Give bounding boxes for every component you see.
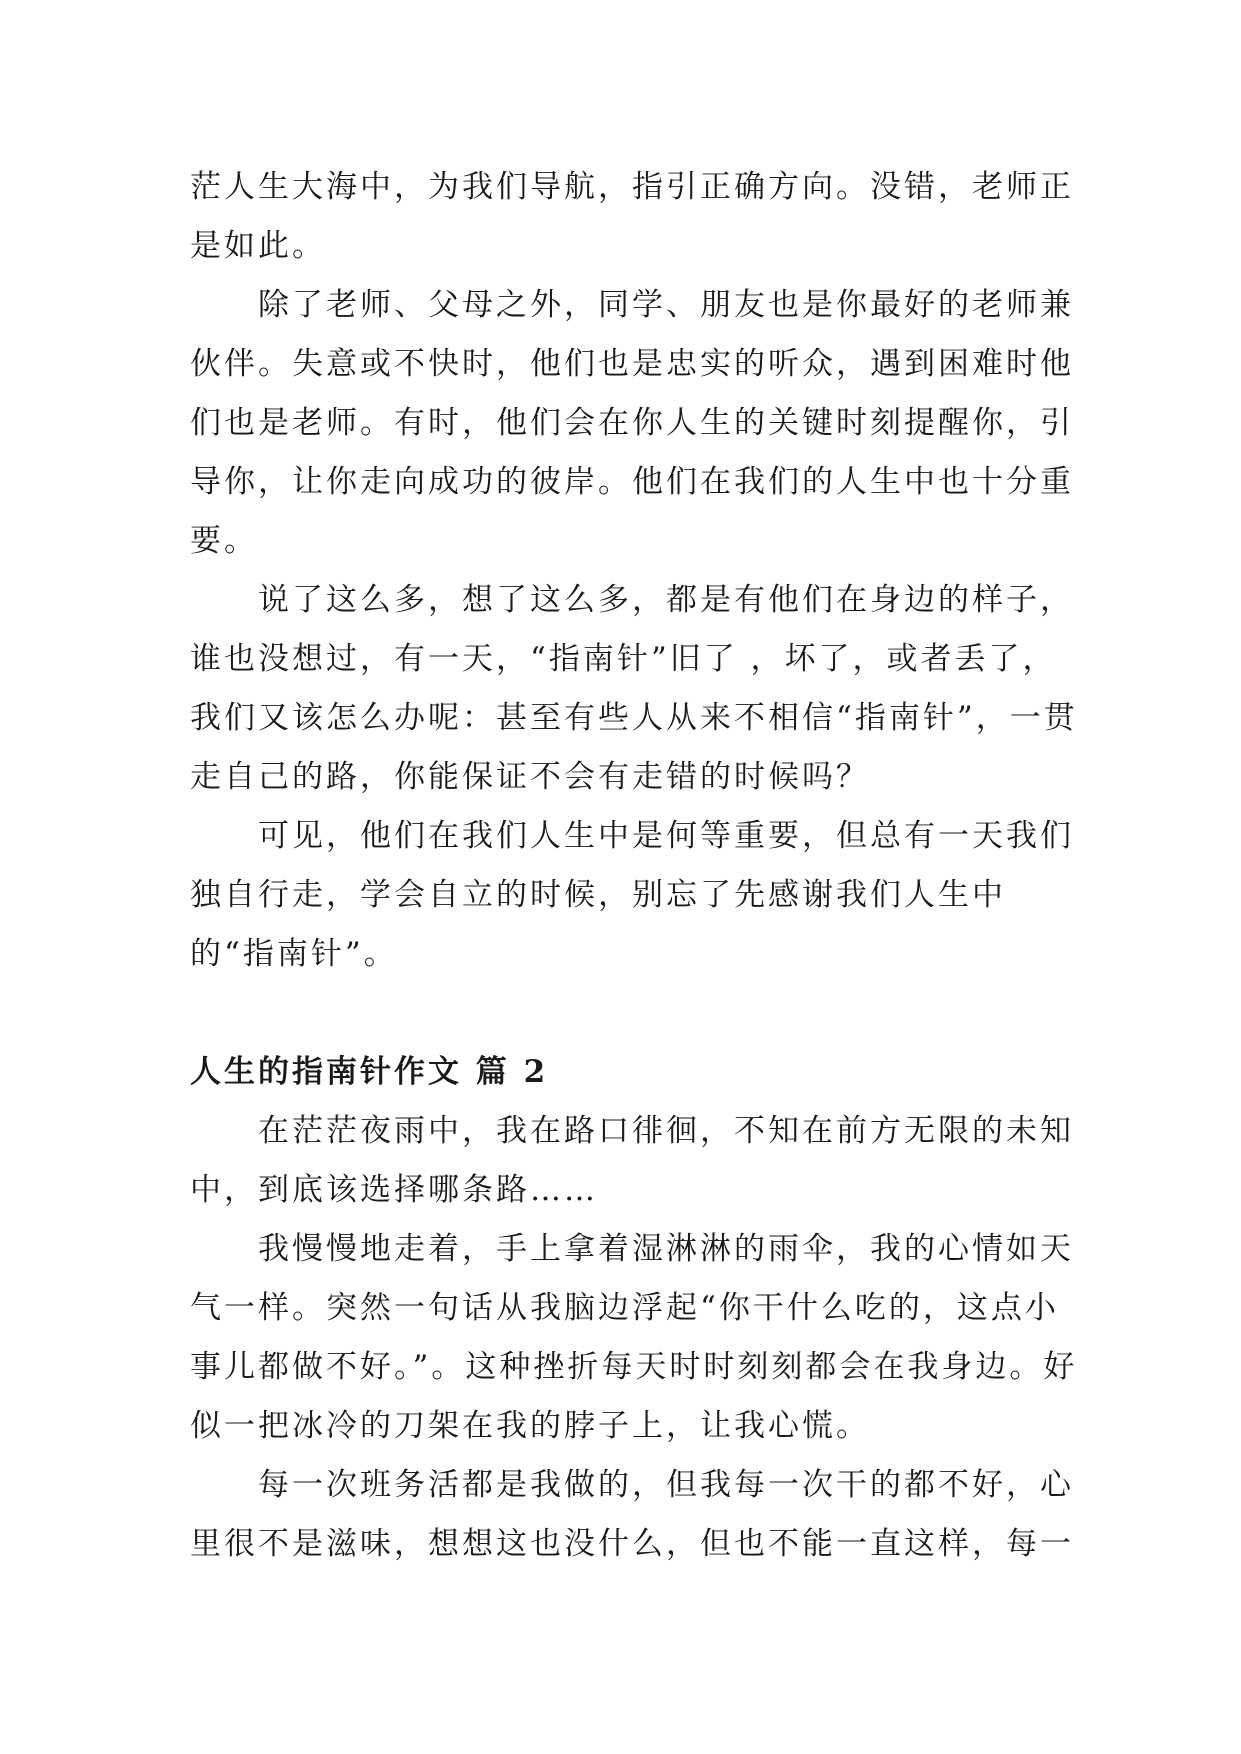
paragraph-4: 可见，他们在我们人生中是何等重要，但总有一天我们独自行走，学会自立的时候，别忘了先感谢我们人生中的“指南针”。 (190, 818, 1074, 972)
paragraph-3: 说了这么多，想了这么多，都是有他们在身边的样子，谁也没想过，有一天，“指南针”旧了 ，坏了，或者丢了，我们又该怎么办呢：甚至有些人从来不相信“指南针”，一贯走自己的路，你能保证不会有走错的时候吗？ (190, 582, 1078, 795)
paragraph-2: 除了老师、父母之外，同学、朋友也是你最好的老师兼伙伴。失意或不快时，他们也是忠实的听众，遇到困难时他们也是老师。有时，他们会在你人生的关键时刻提醒你，引导你，让你走向成功的彼岸。他们在我们的人生中也十分重要。 (190, 287, 1074, 559)
paragraph-6: 我慢慢地走着，手上拿着湿淋淋的雨伞，我的心情如天气一样。突然一句话从我脑边浮起“你干什么吃的，这点小事儿都做不好。”。这种挫折每天时时刻刻都会在我身边。好似一把冰冷的刀架在我的脖子上，让我心慌。 (190, 1231, 1078, 1444)
document-body (190, 158, 1080, 1574)
paragraph-5: 在茫茫夜雨中，我在路口徘徊，不知在前方无限的未知中，到底该选择哪条路…… (190, 1113, 1074, 1208)
section-spacer (190, 984, 1080, 1043)
paragraph-1: 茫人生大海中，为我们导航，指引正确方向。没错，老师正是如此。 (190, 169, 1074, 264)
section-title: 人生的指南针作文 篇 2 (190, 1054, 549, 1090)
paragraph-7: 每一次班务活都是我做的，但我每一次干的都不好，心里很不是滋味，想想这也没什么，但也不能一直这样，每一 (190, 1467, 1074, 1562)
